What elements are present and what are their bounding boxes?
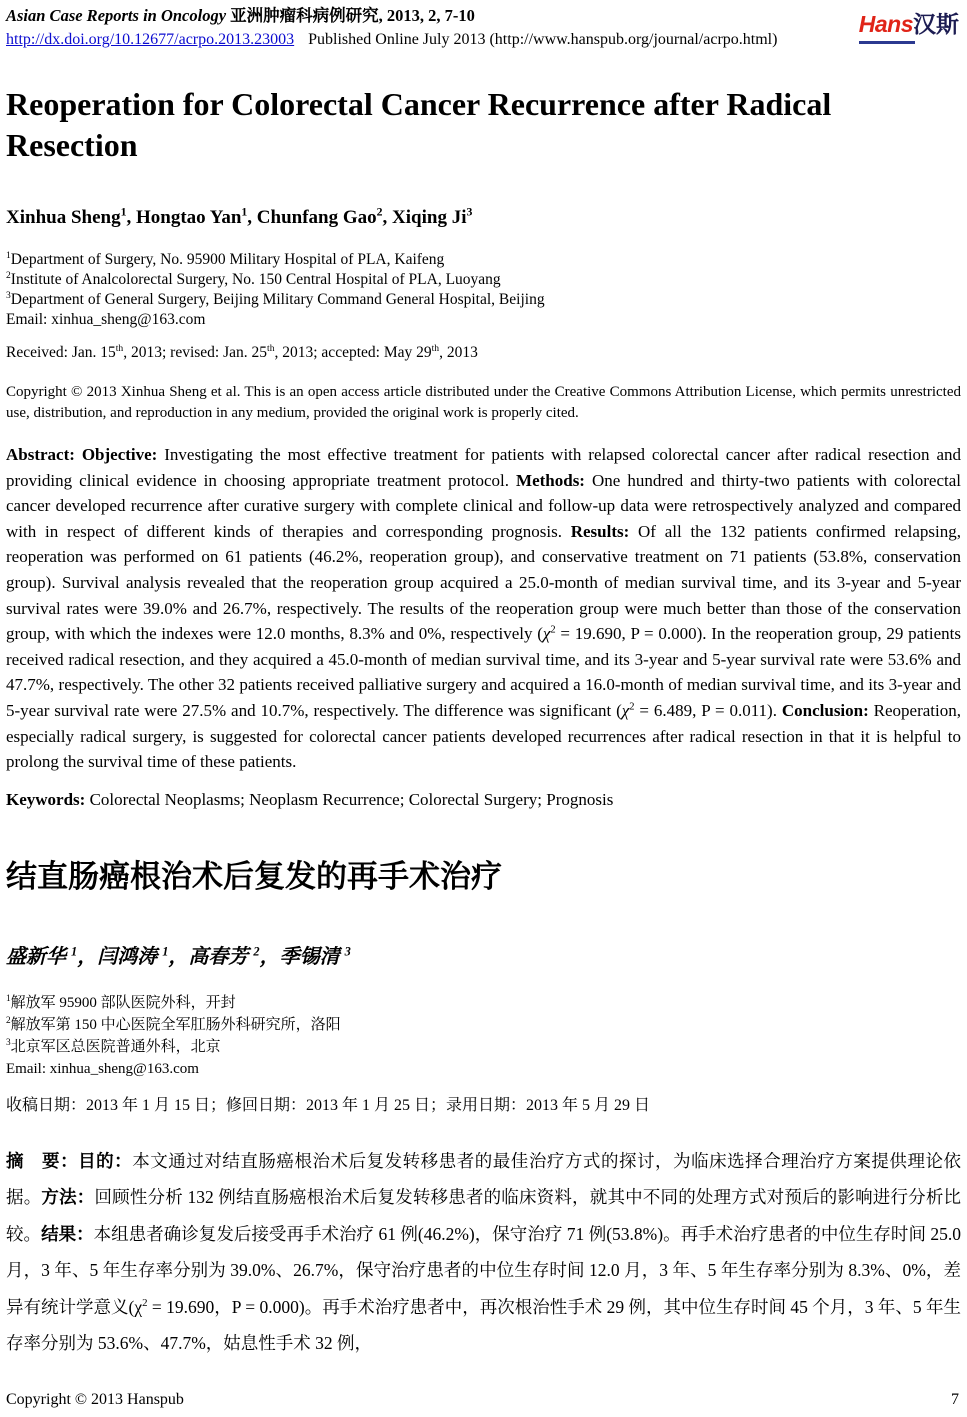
keywords-en (6, 788, 961, 812)
text-segment: 1 (162, 944, 169, 959)
text-segment: χ (542, 624, 551, 644)
published-online-text: Published Online July 2013 (http://www.hanspub.org/journal/acrpo.html) (308, 31, 778, 48)
authors-zh (6, 944, 961, 970)
text-segment: Results: (570, 521, 639, 541)
text-segment: 2 (142, 1296, 148, 1309)
abstract-en (6, 442, 961, 775)
text-segment: 3 (344, 944, 351, 959)
text-segment: Received: Jan. 15 (6, 344, 116, 361)
affiliation-zh-3 (6, 1036, 961, 1058)
text-segment: 2 (550, 624, 556, 636)
affiliation-text: Institute of Analcolorectal Surgery, No. 150 Central Hospital of PLA, Luoyang (10, 271, 501, 288)
text-segment: , 2013 (439, 344, 478, 361)
affiliations-en (6, 250, 961, 330)
text-segment: ，季锡清 (259, 945, 345, 968)
page-number: 7 (951, 1391, 959, 1408)
text-segment: 结果： (41, 1223, 94, 1244)
hans-publisher-logo (859, 6, 961, 44)
text-segment: th (115, 342, 124, 354)
logo-underline-bar (859, 41, 915, 44)
text-segment: , Chunfang Gao (247, 207, 377, 228)
affiliation-en-2 (6, 270, 961, 290)
text-segment: , Xiqing Ji (382, 207, 467, 228)
doi-link[interactable]: http://dx.doi.org/10.12677/acrpo.2013.23003 (6, 31, 295, 48)
affiliation-text: Department of General Surgery, Beijing Military Command General Hospital, Beijing (10, 291, 545, 308)
text-segment: Reoperation, especially radical surgery, is suggested for colorectal cancer patients developed recurrences after radical resection in that it is helpful to prolong the survival time of these patients. (6, 700, 961, 772)
text-segment: Keywords: (6, 789, 90, 809)
text-segment: , Hongtao Yan (126, 207, 242, 228)
affiliations-zh (6, 992, 961, 1080)
page-footer (6, 1391, 959, 1409)
text-segment: = 19.690, P = 0.000). In the reoperation group, 29 patients received radical resection, and they acquired a 45.0-month of median survival time, and its 3-year and 5-year survival rate were 53.6% and 47.7%, respectively. The other 32 patients received palliative surgery and acquired a 16.0-month of median survival time, and its 3-year and 5-year survival rate were 27.5% and 10.7%, respectively. The difference was significant ( (6, 624, 961, 720)
affiliation-sup: 2 (6, 269, 11, 281)
affiliation-text: Department of Surgery, No. 95900 Military Hospital of PLA, Kaifeng (10, 251, 445, 268)
text-segment: χ (621, 700, 630, 720)
text-segment: ，闫鸿涛 (77, 945, 163, 968)
affiliation-text: 北京军区总医院普通外科，北京 (10, 1038, 221, 1055)
text-segment: Asian Case Reports in Oncology (6, 6, 227, 25)
text-segment: 2 (253, 944, 260, 959)
text-segment: 摘 要：目的： (6, 1150, 133, 1171)
text-segment: 1 (71, 944, 78, 959)
text-segment: 本组患者确诊复发后接受再手术治疗 61 例(46.2%)，保守治疗 71 例(53.8%)。再手术治疗患者的中位生存时间 25.0 月，3 年、5 年生存率分别为 39.0%、26.7%，保守治疗患者的中位生存时间 12.0 月，3 年、5 年生存率分别为 8.3%、0%，差异有统计学意义(χ (6, 1223, 962, 1317)
text-segment: th (431, 342, 440, 354)
text-segment: = 6.489, P = 0.011). (634, 700, 782, 720)
text-segment: One hundred and thirty-two patients with colorectal cancer developed recurrence after curative surgery with complete clinical and follow-up data were retrospectively analyzed and compared with in respect of different kinds of therapies and corresponding prognosis. (6, 470, 961, 541)
email-zh: Email: xinhua_sheng@163.com (6, 1060, 199, 1077)
text-segment: Colorectal Neoplasms; Neoplasm Recurrence; Colorectal Surgery; Prognosis (89, 789, 614, 809)
text-segment: 盛新华 (6, 945, 71, 968)
text-segment: 1 (241, 205, 248, 219)
journal-header-left (6, 6, 777, 50)
copyright-notice: Copyright © 2013 Xinhua Sheng et al. This is an open access article distributed under the Creative Commons Attribution License, which permits unrestricted use, distribution, and reproduction in any medium, provided the original work is properly cited. (6, 384, 961, 421)
text-segment: 方法： (41, 1187, 95, 1208)
affiliation-text: 解放军第 150 中心医院全军肛肠外科研究所，洛阳 (10, 1016, 341, 1033)
text-segment: ，高春芳 (168, 945, 254, 968)
affiliation-en-3 (6, 290, 961, 310)
abstract-zh (6, 1143, 961, 1362)
text-segment: Of all the 132 patients confirmed relapsing, reoperation was performed on 61 patients (46.2%, reoperation group), and conservative treatment on 71 patients (53.8%, conservation group). Survival analysis revealed that the reoperation group acquired a 25.0-month of median survival time, and its 3-year and 5-year survival rates were 39.0% and 26.7%, respectively. The results of the reoperation group were much better than those of the conservation group, with which the indexes were 12.0 months, 8.3% and 0%, respectively ( (6, 521, 961, 644)
received-dates-en (6, 343, 961, 363)
authors-en (6, 206, 961, 230)
text-segment: , 2013; accepted: May 29 (274, 344, 432, 361)
text-segment: 回顾性分析 132 例结直肠癌根治术后复发转移患者的临床资料，就其中不同的处理方式对预后的影响进行分析比较。 (6, 1187, 962, 1244)
email-en: Email: xinhua_sheng@163.com (6, 311, 206, 328)
affiliation-en-1 (6, 250, 961, 270)
text-segment: 1 (120, 205, 127, 219)
text-segment: 2 (629, 701, 635, 713)
affiliation-sup: 3 (6, 1037, 11, 1048)
text-segment: Conclusion: (781, 700, 874, 720)
text-segment: , 2013; revised: Jan. 25 (123, 344, 268, 361)
article-title-zh: 结直肠癌根治术后复发的再手术治疗 (6, 858, 502, 894)
affiliation-sup: 3 (6, 289, 11, 301)
text-segment: Investigating the most effective treatment for patients with relapsed colorectal cancer after radical resection and providing clinical evidence in choosing appropriate treatment protocol. (6, 445, 961, 490)
text-segment: Methods: (516, 470, 593, 490)
hans-logo-hanzi-text: 汉斯 (913, 11, 959, 37)
affiliation-zh-2 (6, 1014, 961, 1036)
received-dates-zh: 收稿日期：2013 年 1 月 15 日；修回日期：2013 年 1 月 25 日；录用日期：2013 年 5 月 29 日 (6, 1096, 651, 1114)
text-segment: 本文通过对结直肠癌根治术后复发转移患者的最佳治疗方式的探讨，为临床选择合理治疗方案提供理论依据。 (6, 1150, 961, 1208)
affiliation-sup: 1 (6, 993, 11, 1004)
affiliation-text: 解放军 95900 部队医院外科，开封 (10, 994, 236, 1011)
journal-doi-line (6, 30, 777, 50)
affiliation-sup: 1 (6, 249, 11, 261)
text-segment: 2 (376, 205, 383, 219)
journal-header (6, 6, 961, 50)
footer-copyright: Copyright © 2013 Hanspub (6, 1391, 184, 1408)
hans-logo-text: Hans (858, 11, 913, 37)
article-title-en: Reoperation for Colorectal Cancer Recurrence after Radical Resection (6, 86, 832, 163)
text-segment: 亚洲肿瘤科病例研究, 2013, 2, 7-10 (226, 6, 475, 25)
affiliation-sup: 2 (6, 1015, 11, 1026)
text-segment: = 19.690，P = 0.000)。再手术治疗患者中，再次根治性手术 29 例，其中位生存时间 45 个月，3 年、5 年生存率分别为 53.6%、47.7%，姑息性手术 32 例， (6, 1296, 961, 1354)
text-segment: 3 (466, 205, 473, 219)
text-segment: Xinhua Sheng (6, 207, 121, 228)
journal-title-line (6, 6, 777, 26)
text-segment: th (267, 342, 275, 354)
text-segment: Abstract: Objective: (6, 445, 165, 464)
affiliation-zh-1 (6, 992, 961, 1014)
